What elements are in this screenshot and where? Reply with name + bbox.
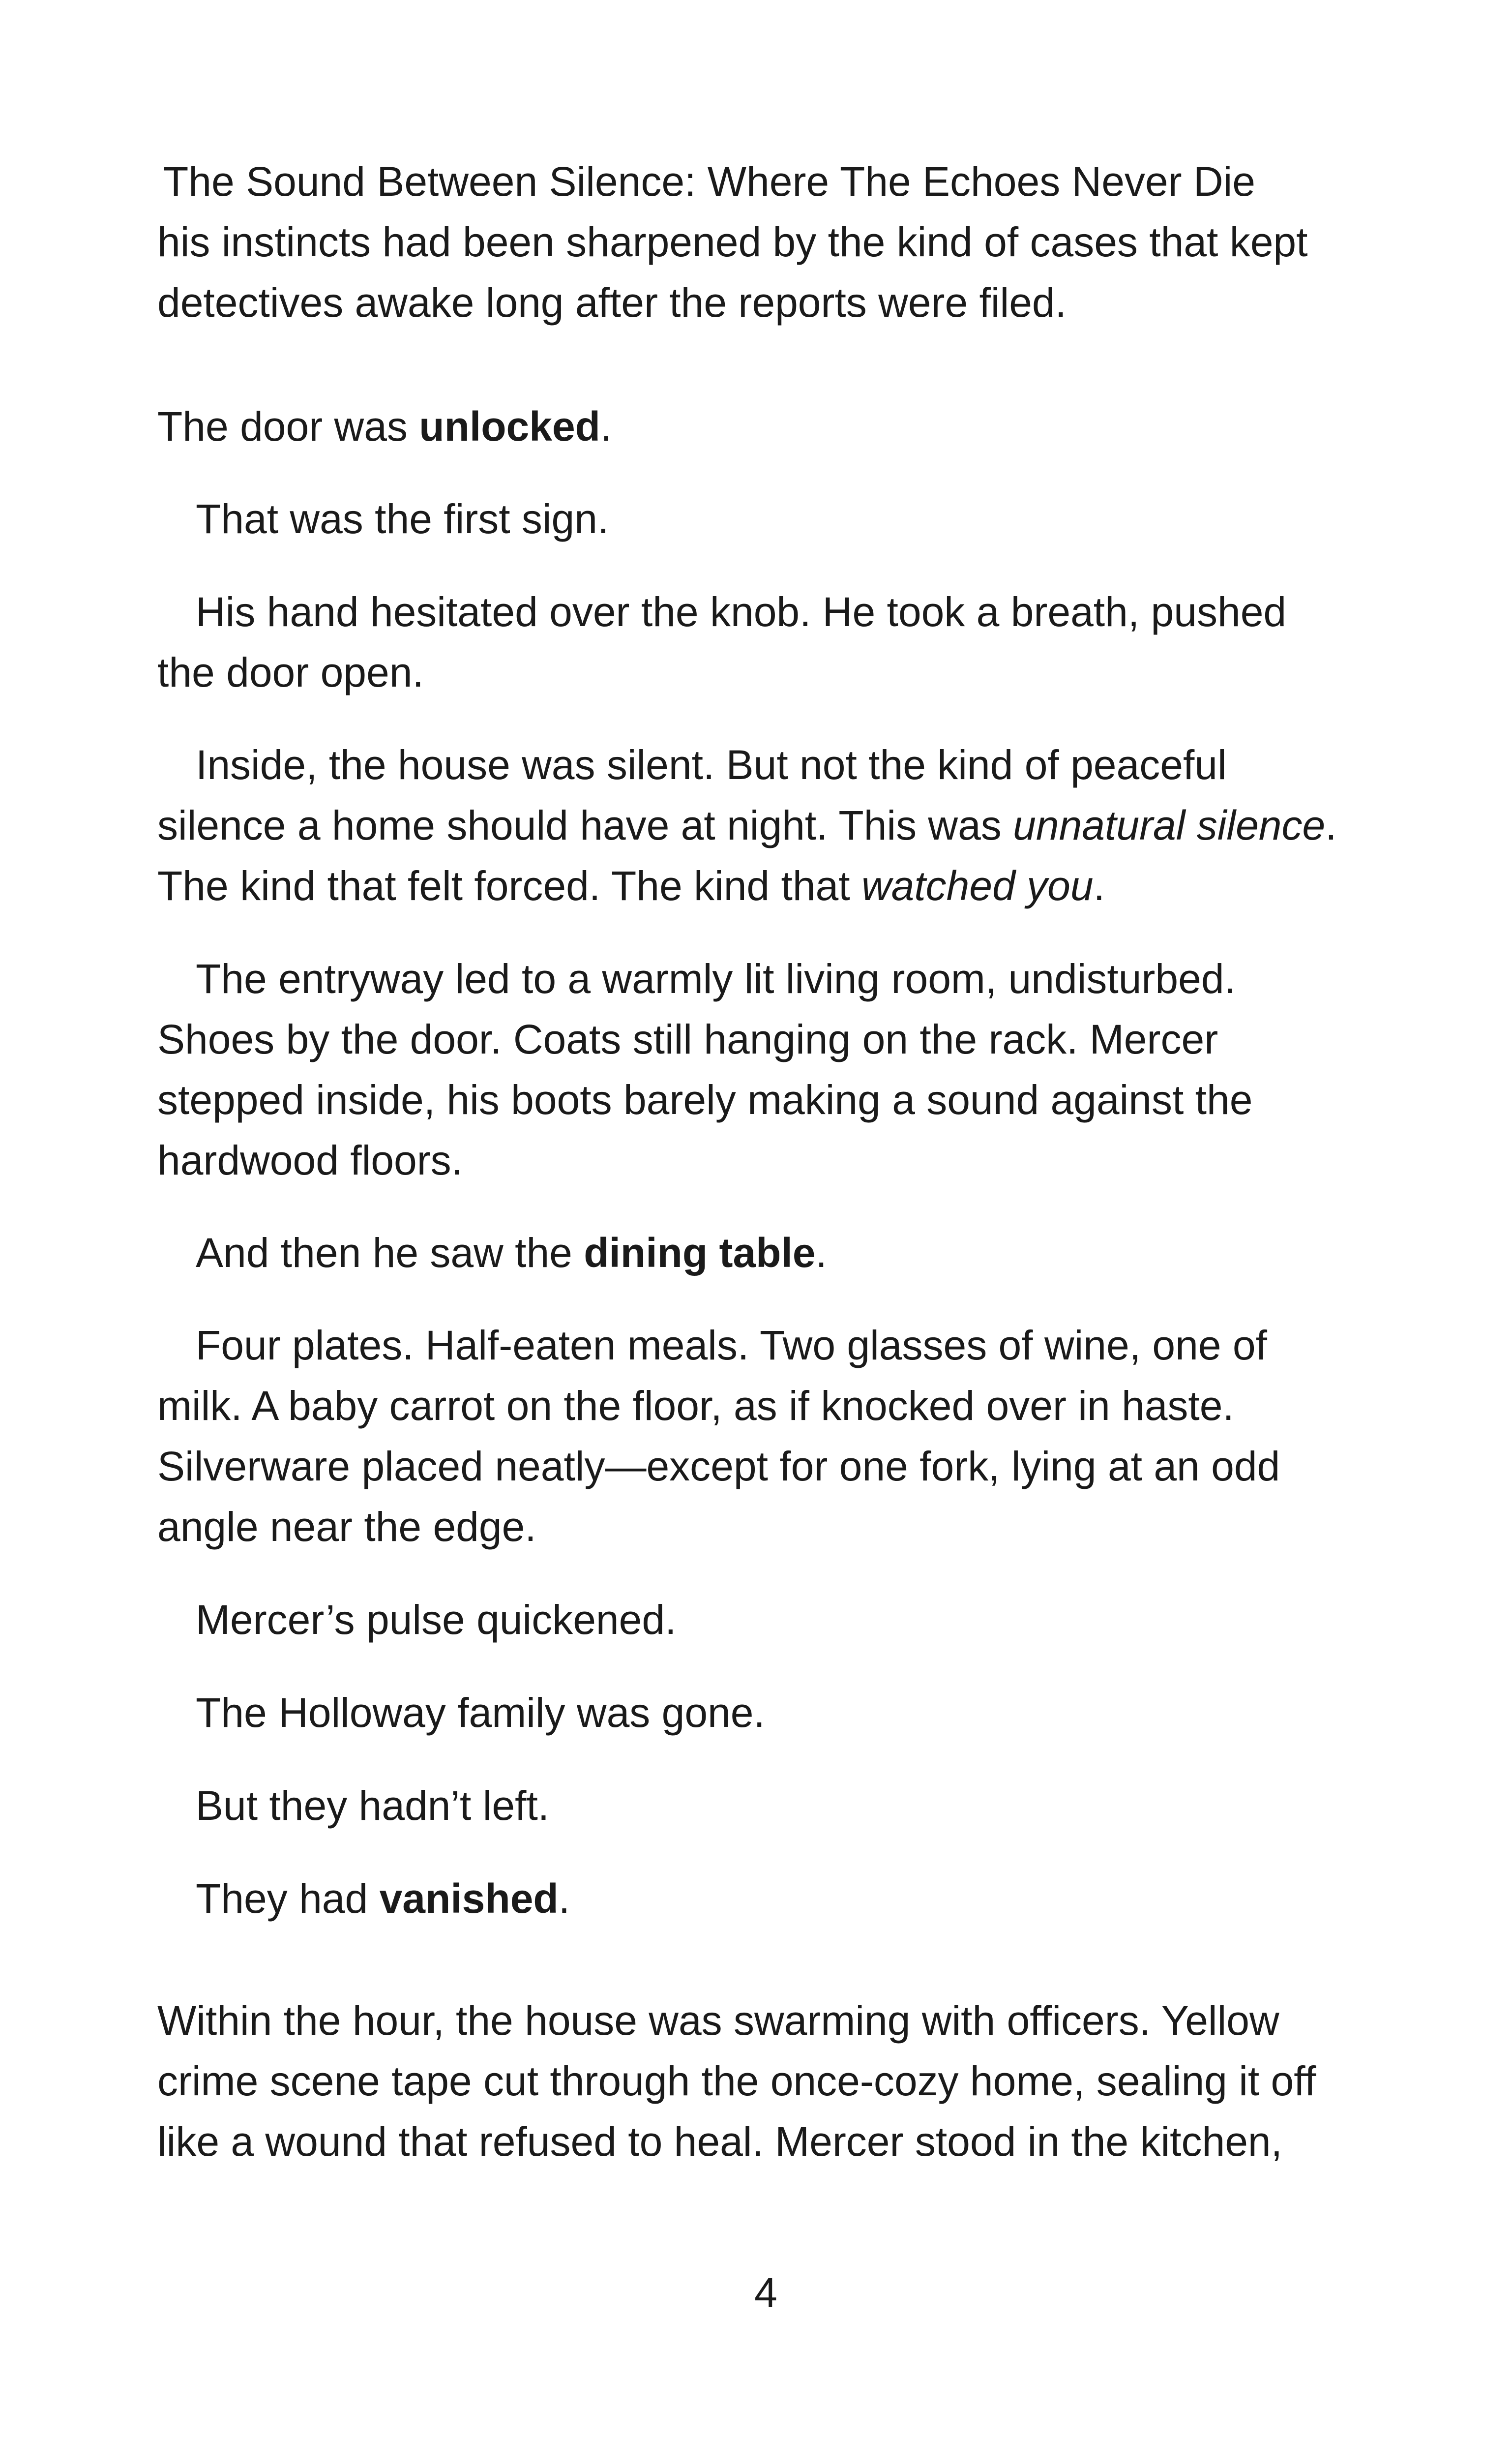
paragraph-line: milk. A baby carrot on the floor, as if knocked over in haste. [157,1383,1234,1429]
paragraph-line: Mercer’s pulse quickened. [196,1597,677,1643]
paragraph-not-left [157,1776,1377,1836]
paragraph-line: silence a home should have at night. This was unnatural silence. [157,802,1337,848]
emphasis-italic: unnatural silence [1013,802,1326,848]
paragraph-line: But they hadn’t left. [196,1782,550,1829]
paragraph-line: hardwood floors. [157,1137,463,1183]
paragraph-line: his instincts had been sharpened by the kind of cases that kept [157,219,1308,265]
paragraph-line: The kind that felt forced. The kind that watched you. [157,863,1105,909]
emphasis-italic: watched you [861,863,1094,909]
paragraph-line: They had vanished. [196,1875,570,1922]
paragraph-line: angle near the edge. [157,1504,536,1550]
paragraph-within-hour [157,1991,1377,2172]
paragraph-entryway [157,949,1377,1191]
paragraph-line: And then he saw the dining table. [196,1230,827,1276]
paragraph-line: Silverware placed neatly—except for one fork, lying at an odd [157,1443,1280,1489]
emphasis-bold: unlocked [419,403,600,450]
paragraph-line: The door was unlocked. [157,403,612,450]
paragraph-line: That was the first sign. [196,496,609,542]
paragraph-four-plates [157,1315,1377,1557]
paragraph-line: Four plates. Half-eaten meals. Two glasses of wine, one of [196,1322,1267,1368]
paragraph-dining-table [157,1223,1377,1283]
paragraph-line: Inside, the house was silent. But not the kind of peaceful [196,742,1227,788]
opening-block [157,151,1377,333]
paragraph-line: His hand hesitated over the knob. He took a breath, pushed [196,589,1287,635]
emphasis-bold: dining table [584,1230,816,1276]
paragraph-first-sign [157,489,1377,549]
paragraph-line: Shoes by the door. Coats still hanging on the rack. Mercer [157,1016,1218,1062]
paragraph-family-gone [157,1683,1377,1743]
paragraph-line: detectives awake long after the reports were filed. [157,279,1067,326]
page-number: 4 [754,2269,777,2316]
paragraph-line: The Holloway family was gone. [196,1689,765,1736]
paragraph-door-unlocked [157,396,1377,457]
paragraph-pulse [157,1590,1377,1650]
paragraph-line: like a wound that refused to heal. Mercer stood in the kitchen, [157,2118,1282,2165]
paragraph-line: stepped inside, his boots barely making a sound against the [157,1077,1253,1123]
paragraph-line: Within the hour, the house was swarming with officers. Yellow [157,1997,1279,2044]
paragraph-vanished [157,1869,1377,1929]
paragraph-line: The entryway led to a warmly lit living room, undisturbed. [196,956,1236,1002]
paragraph-hand-hesitated [157,582,1377,703]
paragraph-house-silent [157,735,1377,916]
paragraph-line: crime scene tape cut through the once-cozy home, sealing it off [157,2058,1316,2104]
running-title: The Sound Between Silence: Where The Echoes Never Die [163,158,1255,205]
paragraph-line: the door open. [157,649,424,695]
emphasis-bold: vanished [379,1875,559,1922]
